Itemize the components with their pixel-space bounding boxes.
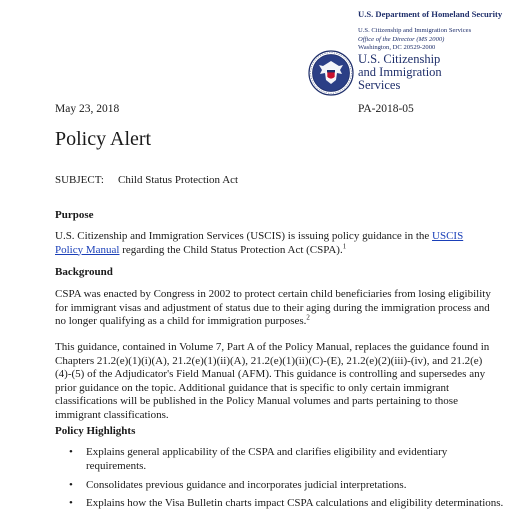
highlight-item: • Explains general applicability of the CSPA and clarifies eligibility and evidentiary requirements.: [86, 446, 506, 473]
document-date: May 23, 2018: [55, 103, 120, 115]
office-name: U.S. Citizenship and Immigration Services: [358, 27, 472, 34]
footnote-marker: 2: [306, 313, 310, 322]
background-paragraph-1: [55, 288, 495, 329]
background-paragraph-2: This guidance, contained in Volume 7, Part A of the Policy Manual, replaces the guidance found in Chapters 21.2(e)(1)(i)(A), 21.2(e)(1)(ii)(A), 21.2(e)(1)(ii)(C)-(E), 21.2(e)(2)(iii)-(iv), and 21.2(e)(4)-(5) of the Adjudicator's Field Manual (AFM). This guidance is controlling and supersedes any prior guidance on the topic. Additional guidance that is specific to only certain immigrant classifications will be published in the Policy Manual volumes and parts pertaining to those immigrant classifications.: [55, 341, 490, 421]
highlight-item: • Consolidates previous guidance and incorporates judicial interpretations.: [86, 479, 506, 493]
subject-value: Child Status Protection Act: [118, 174, 239, 186]
footnote-marker: 1: [342, 241, 347, 250]
purpose-text-after: regarding the Child Status Protection Act (CSPA).: [119, 243, 343, 256]
highlight-item: • Explains how the Visa Bulletin charts impact CSPA calculations and eligibility determinations.: [86, 497, 506, 511]
background-heading: Background: [55, 266, 113, 278]
purpose-text-before: U.S. Citizenship and Immigration Services (USCIS) is issuing policy guidance in the: [55, 230, 433, 242]
office-city: Washington, DC 20529-2000: [358, 44, 436, 52]
office-address: [358, 27, 471, 53]
office-director: Office of the Director (MS 2000): [358, 35, 445, 43]
agency-name-line2: and Immigration: [358, 64, 442, 79]
policy-alert-number: PA-2018-05: [358, 103, 414, 115]
policy-highlights-heading: Policy Highlights: [55, 425, 136, 437]
policy-manual-link-line1: USCIS: [432, 230, 464, 242]
purpose-heading: Purpose: [55, 209, 94, 221]
policy-manual-link-line2: Policy Manual: [55, 243, 120, 256]
dhs-seal-icon: [308, 50, 354, 96]
agency-name: [358, 53, 442, 91]
agency-name-line1: U.S. Citizenship: [358, 52, 441, 66]
purpose-paragraph: [55, 230, 495, 257]
agency-name-line3: Services: [358, 77, 401, 92]
background-text-1: CSPA was enacted by Congress in 2002 to protect certain child beneficiaries from losing eligibility for immigrant visas and adjustment of status due to their aging during the immigration process and no longer qualifying as a child for immigration purposes.: [55, 288, 491, 327]
subject-label: SUBJECT:: [55, 174, 104, 186]
department-name: U.S. Department of Homeland Security: [358, 9, 503, 19]
page-title: Policy Alert: [55, 128, 152, 150]
